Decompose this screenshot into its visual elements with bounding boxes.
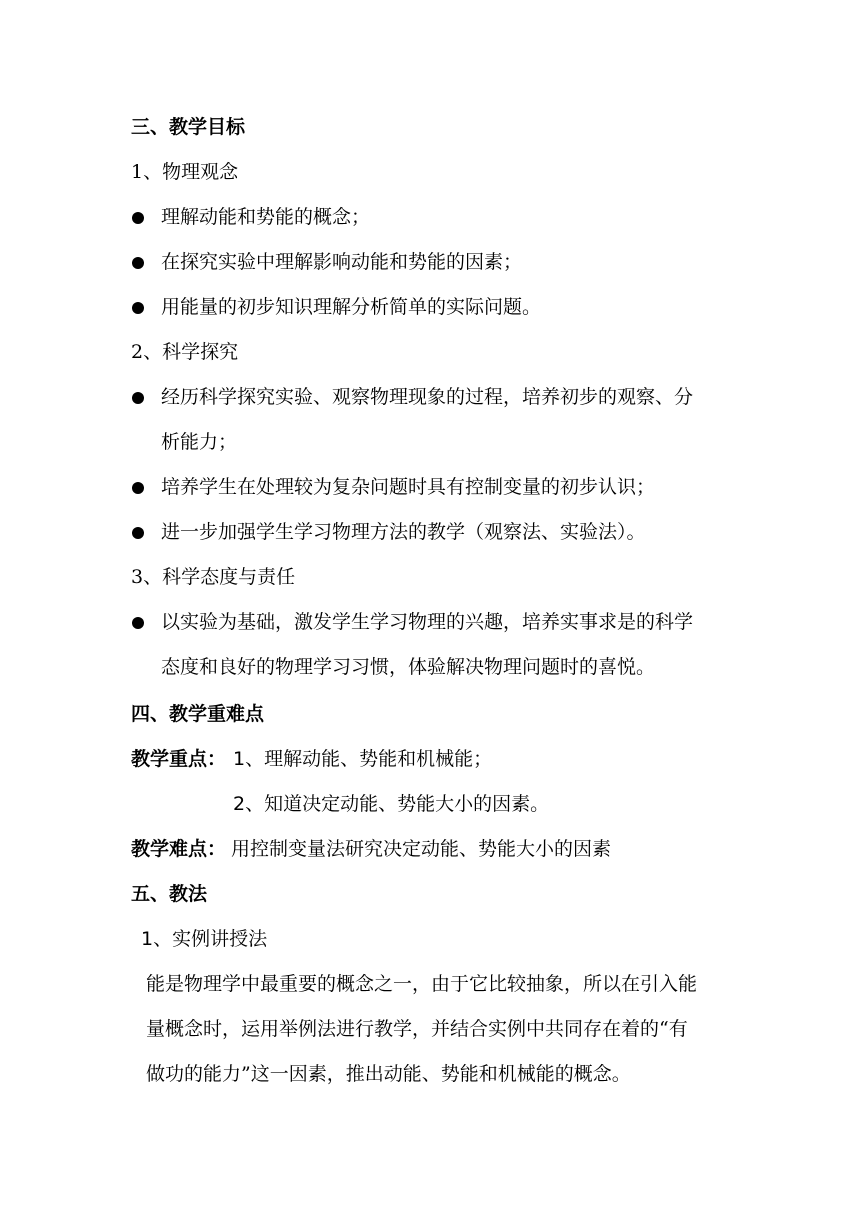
list-item: 培养学生在处理较为复杂问题时具有控制变量的初步认识；	[161, 476, 656, 498]
bullet-icon	[132, 392, 144, 404]
bullet-icon	[132, 617, 144, 629]
subheading-scientific-inquiry: 2、科学探究	[131, 341, 239, 363]
list-item: 进一步加强学生学习物理方法的教学（观察法、实验法）。	[161, 521, 646, 543]
difficulty-label: 教学难点：	[131, 838, 227, 860]
bullet-icon	[132, 212, 144, 224]
list-item: 在探究实验中理解影响动能和势能的因素；	[161, 251, 523, 273]
key-points-label: 教学重点：	[131, 748, 227, 770]
paragraph-line: 量概念时，运用举例法进行教学，并结合实例中共同存在着的“有	[146, 1018, 688, 1040]
bullet-icon	[132, 527, 144, 539]
difficulty-text: 用控制变量法研究决定动能、势能大小的因素	[231, 838, 612, 860]
subheading-physics-concept: 1、物理观念	[131, 161, 239, 183]
bullet-icon	[132, 257, 144, 269]
section-heading-goals: 三、教学目标	[131, 116, 246, 138]
list-item: 经历科学探究实验、观察物理现象的过程，培养初步的观察、分	[161, 386, 694, 408]
key-point-item: 1、理解动能、势能和机械能；	[233, 748, 493, 770]
paragraph-line: 能是物理学中最重要的概念之一，由于它比较抽象，所以在引入能	[146, 973, 698, 995]
bullet-icon	[132, 482, 144, 494]
list-item: 理解动能和势能的概念；	[161, 206, 371, 228]
bullet-icon	[132, 302, 144, 314]
paragraph-line: 做功的能力”这一因素，推出动能、势能和机械能的概念。	[146, 1063, 631, 1085]
subheading-example-lecture: 1、实例讲授法	[141, 928, 268, 950]
list-item: 用能量的初步知识理解分析简单的实际问题。	[161, 296, 542, 318]
section-heading-key-difficulties: 四、教学重难点	[131, 703, 265, 725]
key-point-item: 2、知道决定动能、势能大小的因素。	[233, 793, 550, 815]
subheading-attitude-responsibility: 3、科学态度与责任	[131, 566, 296, 588]
section-heading-teaching-methods: 五、教法	[131, 883, 208, 905]
list-item-continuation: 态度和良好的物理学习习惯，体验解决物理问题时的喜悦。	[161, 656, 656, 678]
list-item-continuation: 析能力；	[161, 431, 238, 453]
list-item: 以实验为基础，激发学生学习物理的兴趣，培养实事求是的科学	[161, 611, 694, 633]
